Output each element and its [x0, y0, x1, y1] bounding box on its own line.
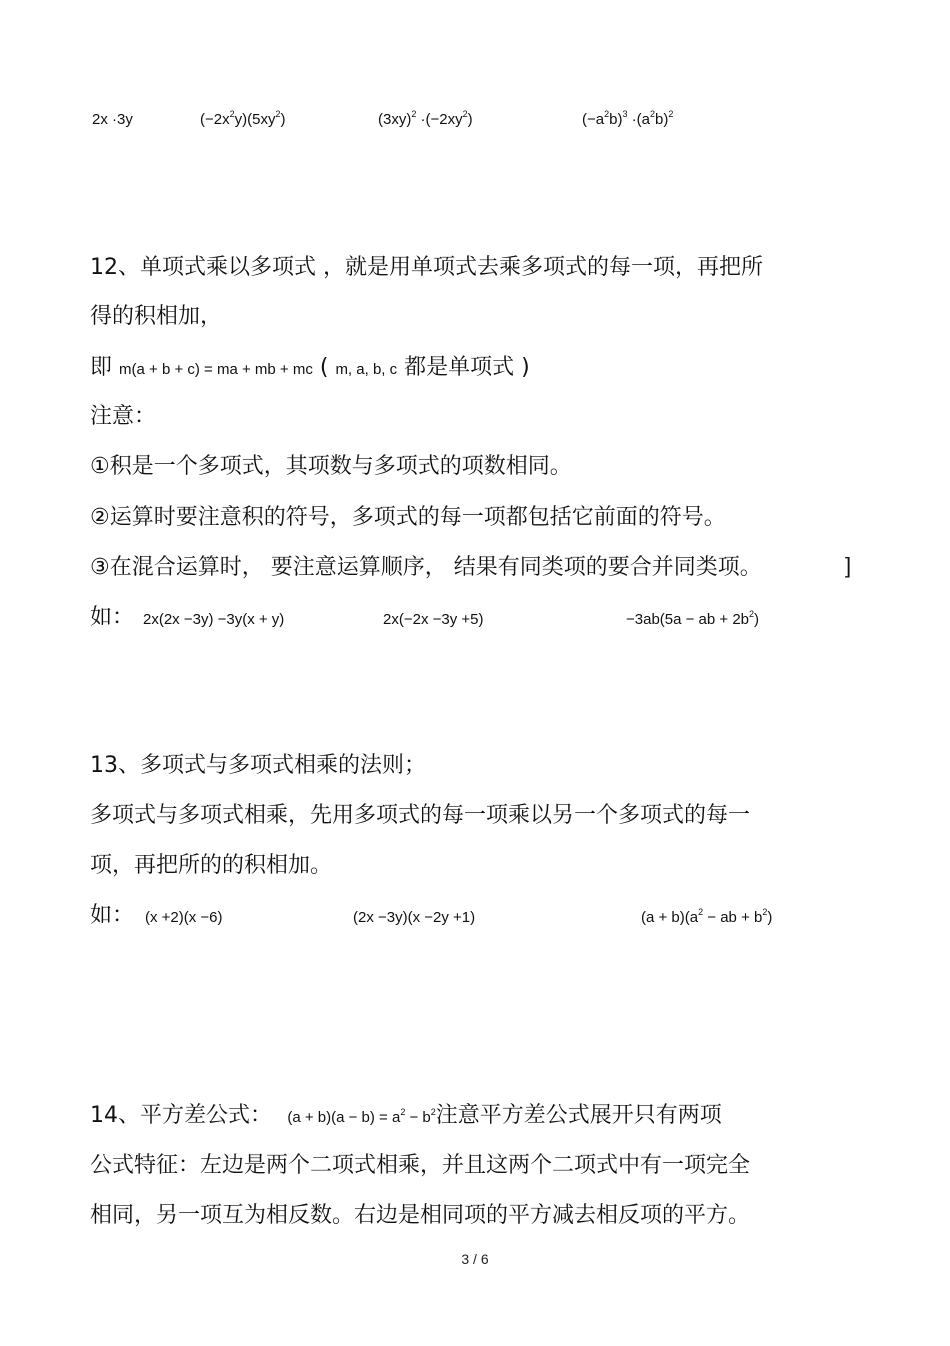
s14-line-2: 公式特征：左边是两个二项式相乘，并且这两个二项式中有一项完全 [90, 1153, 751, 1178]
s13-heading: 13、多项式与多项式相乘的法则； [90, 753, 426, 778]
s13-body-1: 多项式与多项式相乘，先用多项式的每一项乘以另一个多项式的每一 [90, 803, 751, 828]
top-example-2: $(-2x^2y)(5xy^2)$ [200, 109, 286, 128]
s13-body-2: 项，再把所的的积相加。 [90, 853, 333, 878]
s12-heading: 12、单项式乘以多项式 ，就是用单项式去乘多项式的每一项，再把所 [90, 255, 763, 280]
s13-example-3: $(a + b)(a^2$ − ab + $b^2$) [641, 907, 773, 926]
s14-heading-line [90, 1101, 722, 1133]
s14-formula: $(a + b)(a - b) = a^2 - b^2$ [279, 1107, 436, 1126]
top-example-1: 2x ·3y [92, 111, 133, 128]
s13-example-label: 如： [90, 903, 135, 928]
top-example-3: $(3xy)^2 \cdot(-2xy^2)$ [378, 109, 473, 128]
s12-note-label: 注意： [90, 404, 157, 429]
s12-example-2: 2x(−2x −3y +5) [383, 611, 484, 628]
s12-heading-cont: 得的积相加， [90, 304, 223, 329]
s12-example-3: −3ab(5a − ab + $2b^2$) [626, 609, 760, 628]
s14-line-3: 相同，另一项互为相反数。右边是相同项的平方减去相反项的平方。 [90, 1203, 751, 1228]
s12-note-2: ②运算时要注意积的符号，多项式的每一项都包括它前面的符号。 [90, 505, 726, 530]
s12-example-label: 如： [90, 605, 135, 630]
s12-note-3: ③在混合运算时， 要注意运算顺序， 结果有同类项的要合并同类项。 [90, 555, 762, 580]
top-example-4: $(-a^2b)^3 \cdot(a^2b)^2$ [582, 109, 674, 128]
page-indicator: 3 / 6 [461, 1251, 489, 1267]
s12-formula-suffix: 都是单项式 ) [404, 355, 530, 380]
s12-ji-label: 即 [90, 355, 113, 380]
stray-bracket: ] [845, 553, 852, 578]
s12-formula-line [90, 353, 530, 385]
s12-formula-vars: m, a, b, c [335, 361, 398, 378]
s14-heading-suffix: 注意平方差公式展开只有两项 [435, 1103, 722, 1128]
s12-formula: m(a + b + c) = ma + mb + mc [119, 361, 313, 378]
s12-paren-open: ( [319, 355, 329, 380]
s12-note-1: ①积是一个多项式，其项数与多项式的项数相同。 [90, 454, 572, 479]
s13-example-2: (2x −3y)(x −2y +1) [353, 909, 476, 926]
s13-example-1: (x +2)(x −6) [145, 909, 223, 926]
s12-example-1: 2x(2x −3y) −3y(x + y) [143, 611, 285, 628]
s14-heading: 14、平方差公式： [90, 1103, 272, 1128]
